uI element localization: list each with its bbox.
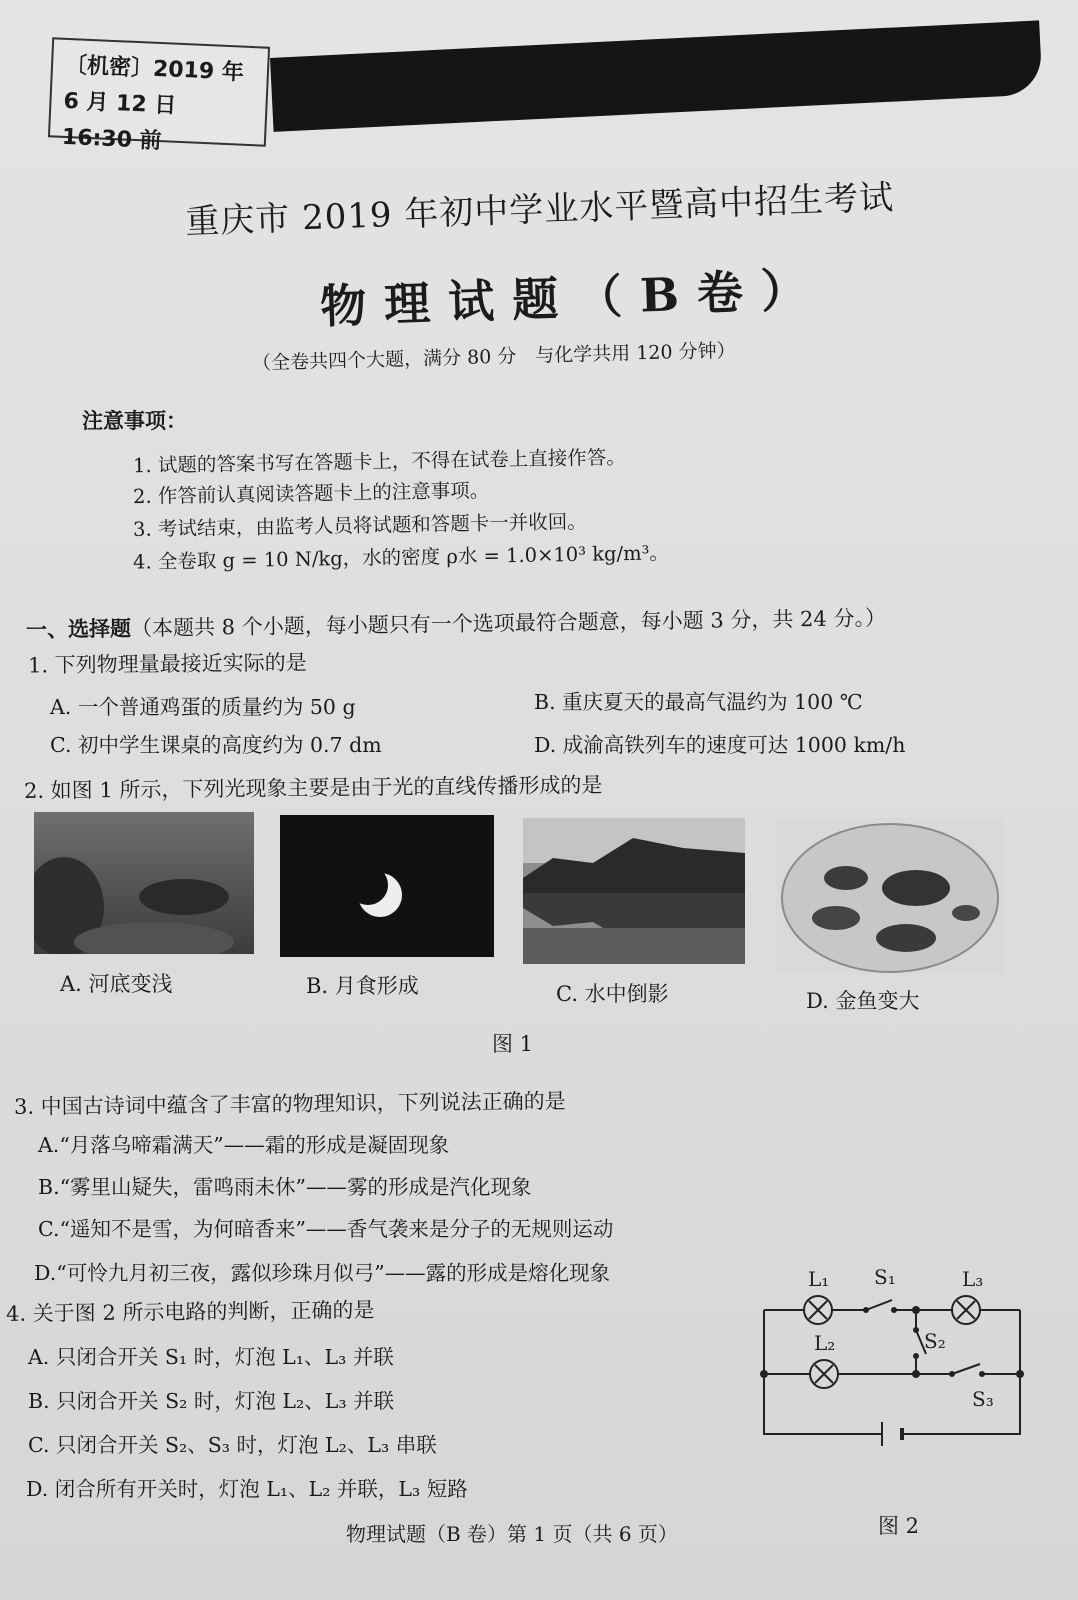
notice-item: 3. 考试结束，由监考人员将试题和答题卡一并收回。 <box>132 510 588 541</box>
question-1-option-a: A. 一个普通鸡蛋的质量约为 50 g <box>50 695 356 719</box>
figure-1-caption-d: D. 金鱼变大 <box>806 989 920 1013</box>
question-4-option-a: A. 只闭合开关 S₁ 时，灯泡 L₁、L₃ 并联 <box>28 1345 394 1369</box>
question-1-stem: 1. 下列物理量最接近实际的是 <box>27 650 307 678</box>
question-3-option-c: C.“遥知不是雪，为何暗香来”——香气袭来是分子的无规则运动 <box>38 1217 614 1241</box>
circuit-diagram <box>752 1258 1042 1468</box>
question-3-option-b: B.“雾里山疑失，雷鸣雨未休”——雾的形成是汽化现象 <box>38 1175 532 1199</box>
label-l3: L₃ <box>962 1267 984 1291</box>
exam-subtitle: （全卷共四个大题，满分 80 分 与化学共用 120 分钟） <box>251 339 736 375</box>
question-1-option-c: C. 初中学生课桌的高度约为 0.7 dm <box>50 733 382 757</box>
photo-water-reflection <box>523 818 745 964</box>
paper-title: 物理试题（B卷） <box>319 262 826 334</box>
label-s2: S₂ <box>924 1329 946 1353</box>
figure-1-caption-a: A. 河底变浅 <box>60 972 173 996</box>
question-4-option-c: C. 只闭合开关 S₂、S₃ 时，灯泡 L₂、L₃ 串联 <box>28 1433 437 1457</box>
section-label: 一、选择题 <box>25 616 132 643</box>
question-2-stem: 2. 如图 1 所示，下列光现象主要是由于光的直线传播形成的是 <box>23 772 603 804</box>
question-3-option-a: A.“月落乌啼霜满天”——霜的形成是凝固现象 <box>38 1133 450 1157</box>
confidential-stamp <box>48 37 270 155</box>
section-heading <box>26 602 886 644</box>
label-l1: L₁ <box>808 1267 830 1291</box>
question-3-option-d: D.“可怜九月初三夜，露似珍珠月似弓”——露的形成是熔化现象 <box>34 1261 611 1285</box>
figure-1-caption-b: B. 月食形成 <box>306 974 419 998</box>
notice-item: 4. 全卷取 g = 10 N/kg，水的密度 ρ水 = 1.0×10³ kg/m³。 <box>132 541 670 574</box>
question-4-option-b: B. 只闭合开关 S₂ 时，灯泡 L₂、L₃ 并联 <box>28 1389 395 1413</box>
label-s3: S₃ <box>972 1387 994 1411</box>
photo-goldfish-bowl <box>776 818 1004 974</box>
exam-title: 重庆市 2019 年初中学业水平暨高中招生考试 <box>184 177 895 243</box>
figure-1-label: 图 1 <box>492 1032 534 1056</box>
figure-1-caption-c: C. 水中倒影 <box>556 982 669 1006</box>
section-description: （本题共 8 个小题，每小题只有一个选项最符合题意，每小题 3 分，共 24 分。） <box>130 605 887 641</box>
label-s1: S₁ <box>874 1265 896 1289</box>
label-l2: L₂ <box>814 1331 836 1355</box>
stamp-line-1: 〔机密〕2019 年 <box>64 52 245 86</box>
question-3-stem: 3. 中国古诗词中蕴含了丰富的物理知识，下列说法正确的是 <box>13 1089 566 1119</box>
page-footer: 物理试题（B 卷）第 1 页（共 6 页） <box>346 1522 678 1546</box>
notice-item: 1. 试题的答案书写在答题卡上，不得在试卷上直接作答。 <box>132 445 627 478</box>
stamp-line-2: 6 月 12 日 16:30 前 <box>61 88 177 155</box>
photo-riverbed <box>34 812 254 954</box>
figure-2-label: 图 2 <box>878 1514 920 1538</box>
question-1-option-d: D. 成渝高铁列车的速度可达 1000 km/h <box>534 733 906 757</box>
question-1-option-b: B. 重庆夏天的最高气温约为 100 ℃ <box>534 690 863 714</box>
photo-lunar-eclipse <box>280 815 494 957</box>
notice-item: 2. 作答前认真阅读答题卡上的注意事项。 <box>132 478 490 509</box>
notice-heading: 注意事项： <box>82 409 187 433</box>
question-4-stem: 4. 关于图 2 所示电路的判断，正确的是 <box>5 1298 375 1326</box>
question-4-option-d: D. 闭合所有开关时，灯泡 L₁、L₂ 并联，L₃ 短路 <box>26 1477 468 1501</box>
header-banner <box>270 20 1043 132</box>
